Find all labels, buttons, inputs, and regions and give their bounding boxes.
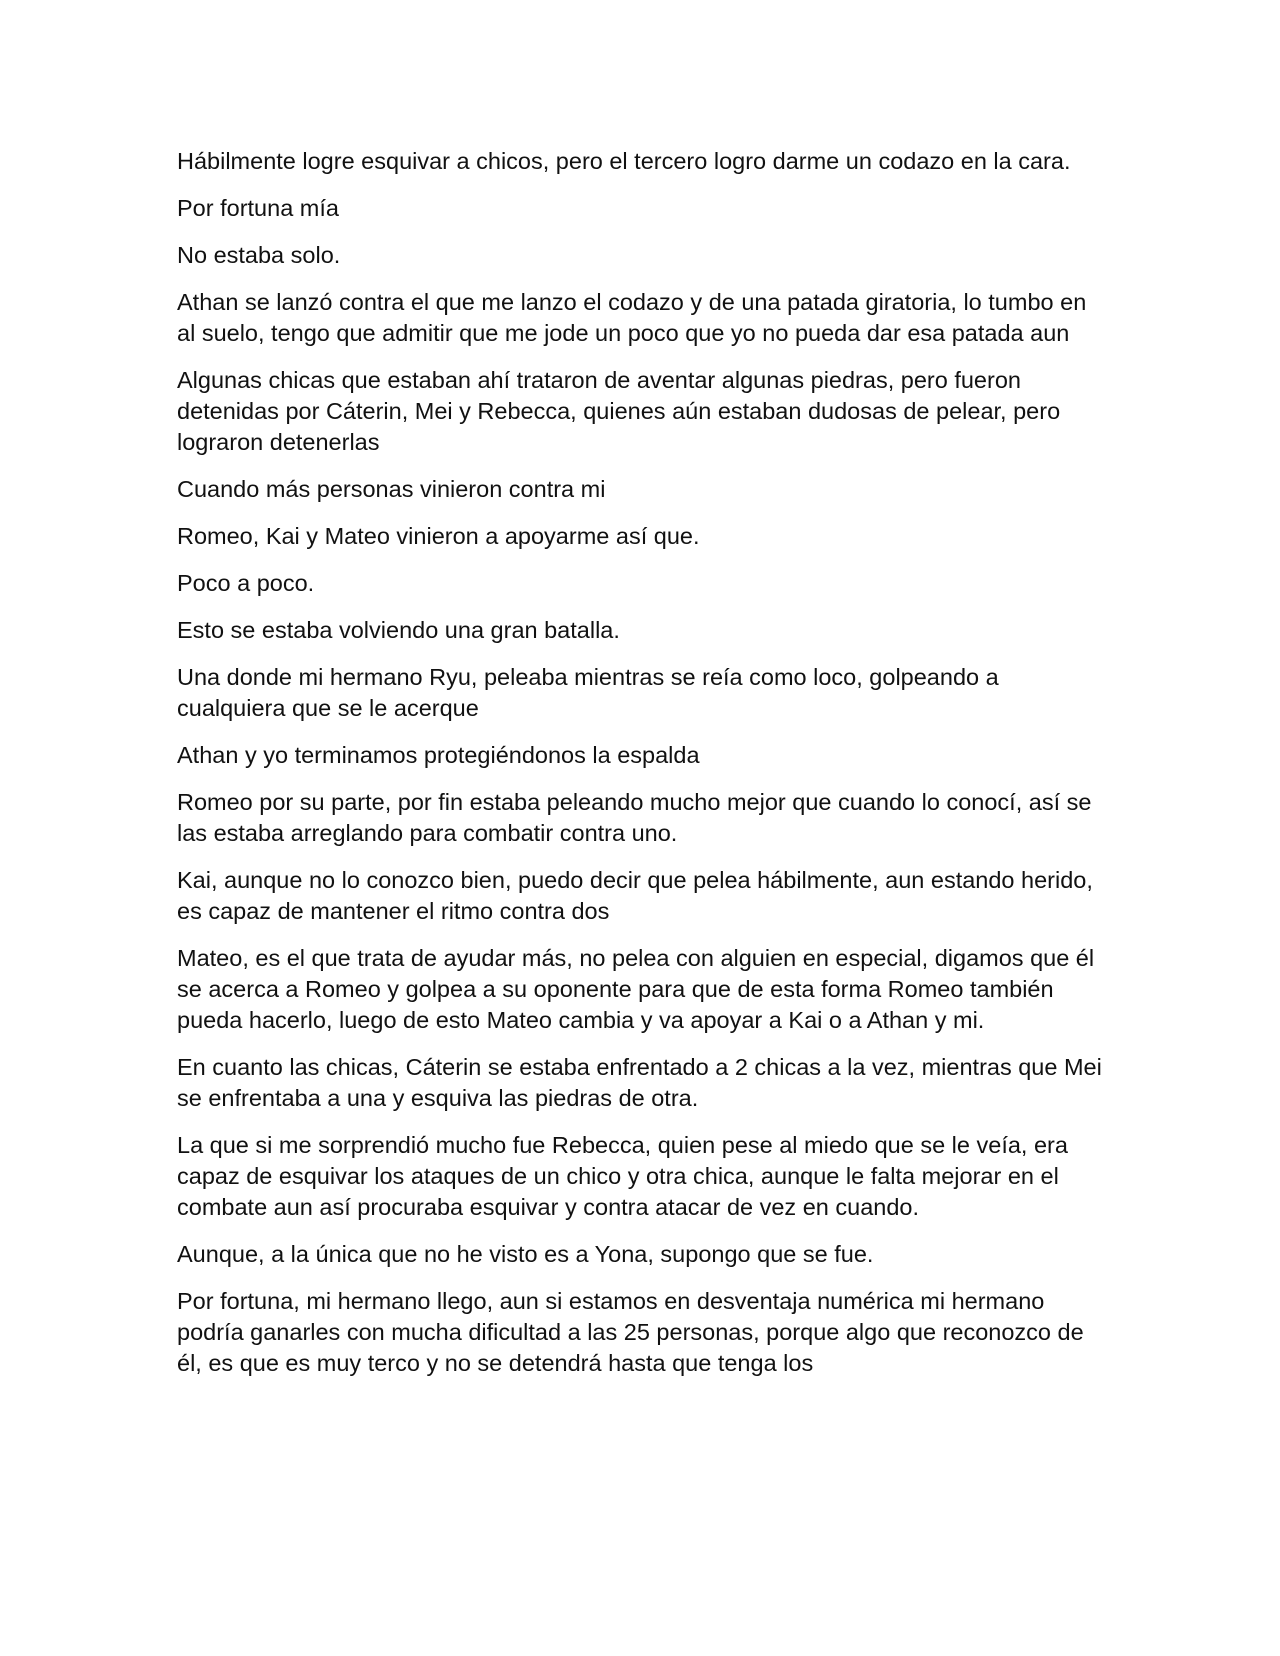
paragraph: Romeo, Kai y Mateo vinieron a apoyarme así que.: [177, 523, 700, 549]
paragraph: Athan y yo terminamos protegiéndonos la espalda: [177, 742, 700, 768]
paragraph: Kai, aunque no lo conozco bien, puedo decir que pelea hábilmente, aun estando herido, es capaz de mantener el ritmo contra dos: [177, 867, 1093, 924]
document-body: [177, 146, 1107, 1395]
paragraph: En cuanto las chicas, Cáterin se estaba enfrentado a 2 chicas a la vez, mientras que Mei se enfrentaba a una y esquiva las piedras de otra.: [177, 1054, 1102, 1111]
paragraph: Algunas chicas que estaban ahí trataron de aventar algunas piedras, pero fueron detenidas por Cáterin, Mei y Rebecca, quienes aún estaban dudosas de pelear, pero lograron detenerlas: [177, 367, 1061, 455]
paragraph: Cuando más personas vinieron contra mi: [177, 476, 606, 502]
paragraph: Poco a poco.: [177, 570, 315, 596]
paragraph: Hábilmente logre esquivar a chicos, pero el tercero logro darme un codazo en la cara.: [177, 148, 1071, 174]
paragraph: Mateo, es el que trata de ayudar más, no pelea con alguien en especial, digamos que él se acerca a Romeo y golpea a su oponente para que de esta forma Romeo también pueda hacerlo, luego de esto Mateo cambia y va apoyar a Kai o a Athan y mi.: [177, 945, 1095, 1033]
paragraph: Athan se lanzó contra el que me lanzo el codazo y de una patada giratoria, lo tumbo en al suelo, tengo que admitir que me jode un poco que yo no pueda dar esa patada aun: [177, 289, 1087, 346]
paragraph: La que si me sorprendió mucho fue Rebecca, quien pese al miedo que se le veía, era capaz de esquivar los ataques de un chico y otra chica, aunque le falta mejorar en el combate aun así procuraba esquivar y contra atacar de vez en cuando.: [177, 1132, 1068, 1220]
paragraph: Esto se estaba volviendo una gran batalla.: [177, 617, 620, 643]
paragraph: Por fortuna, mi hermano llego, aun si estamos en desventaja numérica mi hermano podría ganarles con mucha dificultad a las 25 personas, porque algo que reconozco de él, es que es muy terco y no se detendrá hasta que tenga los: [177, 1288, 1084, 1376]
paragraph: Por fortuna mía: [177, 195, 339, 221]
paragraph: No estaba solo.: [177, 242, 341, 268]
paragraph: Romeo por su parte, por fin estaba peleando mucho mejor que cuando lo conocí, así se las estaba arreglando para combatir contra uno.: [177, 789, 1092, 846]
paragraph: Una donde mi hermano Ryu, peleaba mientras se reía como loco, golpeando a cualquiera que se le acerque: [177, 664, 999, 721]
paragraph: Aunque, a la única que no he visto es a Yona, supongo que se fue.: [177, 1241, 874, 1267]
